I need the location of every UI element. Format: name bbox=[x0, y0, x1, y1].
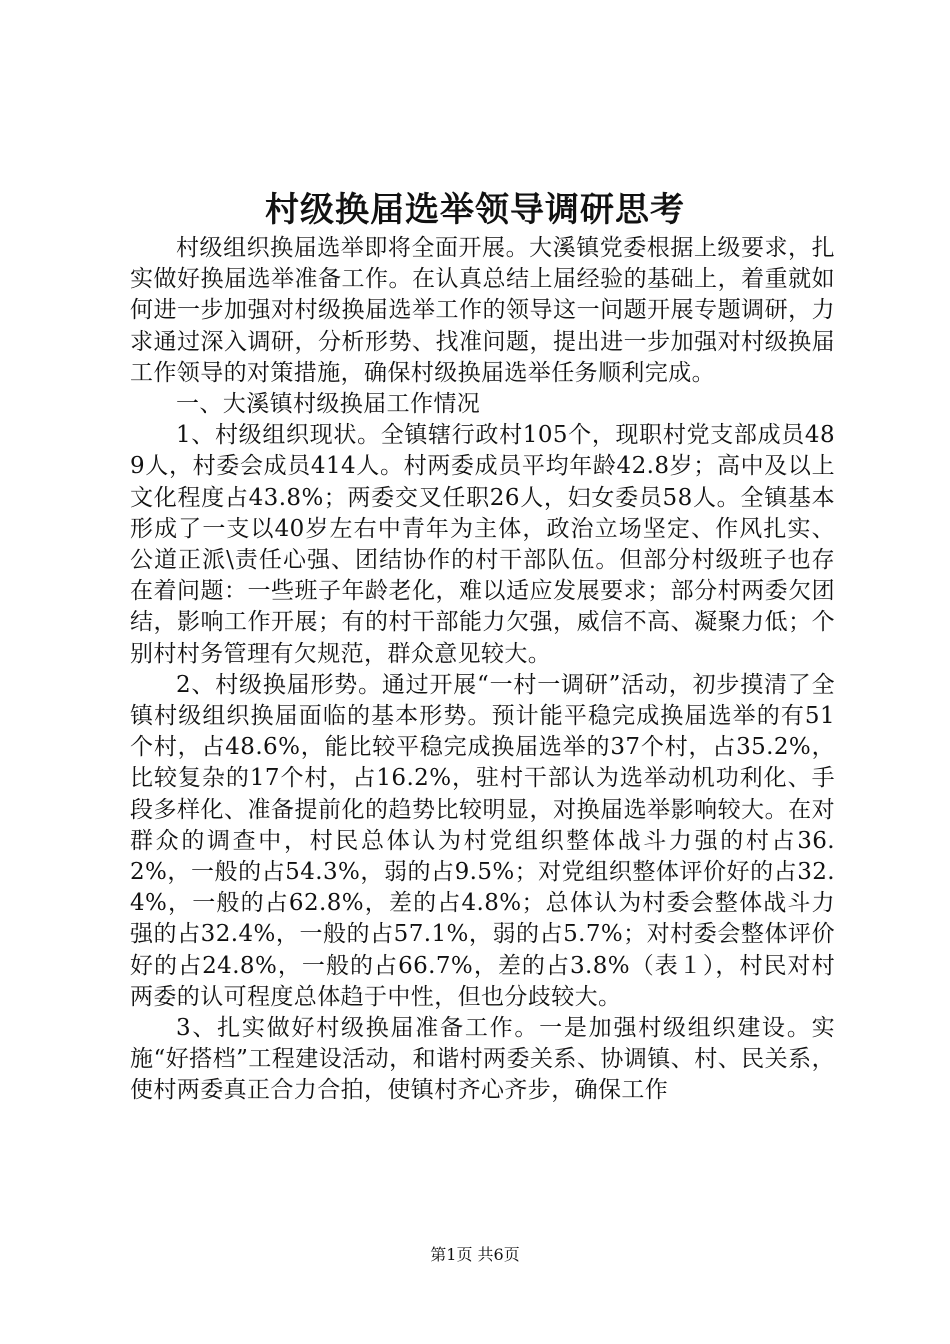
paragraph-situation: 2、村级换届形势。通过开展“一村一调研”活动，初步摸清了全镇村级组织换届面临的基本形势。预计能平稳完成换届选举的有51个村，占48.6%，能比较平稳完成换届选举的37个村，占35.2%，比较复杂的17个村，占16.2%，驻村干部认为选举动机功利化、手段多样化、准备提前化的趋势比较明显，对换届选举影响较大。在对群众的调查中，村民总体认为村党组织整体战斗力强的村占36.2%，一般的占54.3%，弱的占9.5%；对党组织整体评价好的占32.4%，一般的占62.8%，差的占4.8%；总体认为村委会整体战斗力强的占32.4%，一般的占57.1%，弱的占5.7%；对村委会整体评价好的占24.8%，一般的占66.7%，差的占3.8%（表１），村民对村两委的认可程度总体趋于中性，但也分歧较大。 bbox=[130, 671, 835, 1010]
paragraph-preparation: 3、扎实做好村级换届准备工作。一是加强村级组织建设。实施“好搭档”工程建设活动，和谐村两委关系、协调镇、村、民关系，使村两委真正合力合拍，使镇村齐心齐步，确保工作 bbox=[130, 1015, 835, 1104]
paragraph-intro: 村级组织换届选举即将全面开展。大溪镇党委根据上级要求，扎实做好换届选举准备工作。在认真总结上届经验的基础上，着重就如何进一步加强对村级换届选举工作的领导这一问题开展专题调研，力求通过深入调研，分析形势、找准问题，提出进一步加强对村级换届工作领导的对策措施，确保村级换届选举任务顺利完成。 bbox=[130, 235, 835, 386]
paragraph-status: 1、村级组织现状。全镇辖行政村105个，现职村党支部成员489人，村委会成员414人。村两委成员平均年龄42.8岁；高中及以上文化程度占43.8%；两委交叉任职26人，妇女委员58人。全镇基本形成了一支以40岁左右中青年为主体，政治立场坚定、作风扎实、公道正派\责任心强、团结协作的村干部队伍。但部分村级班子也存在着问题：一些班子年龄老化，难以适应发展要求；部分村两委欠团结，影响工作开展；有的村干部能力欠强，威信不高、凝聚力低；个别村村务管理有欠规范，群众意见较大。 bbox=[130, 422, 835, 667]
section-heading: 一、大溪镇村级换届工作情况 bbox=[176, 391, 481, 418]
page-footer: 第1页 共6页 bbox=[430, 1245, 520, 1264]
document-title: 村级换届选举领导调研思考 bbox=[265, 190, 685, 230]
document-body bbox=[130, 233, 835, 1107]
